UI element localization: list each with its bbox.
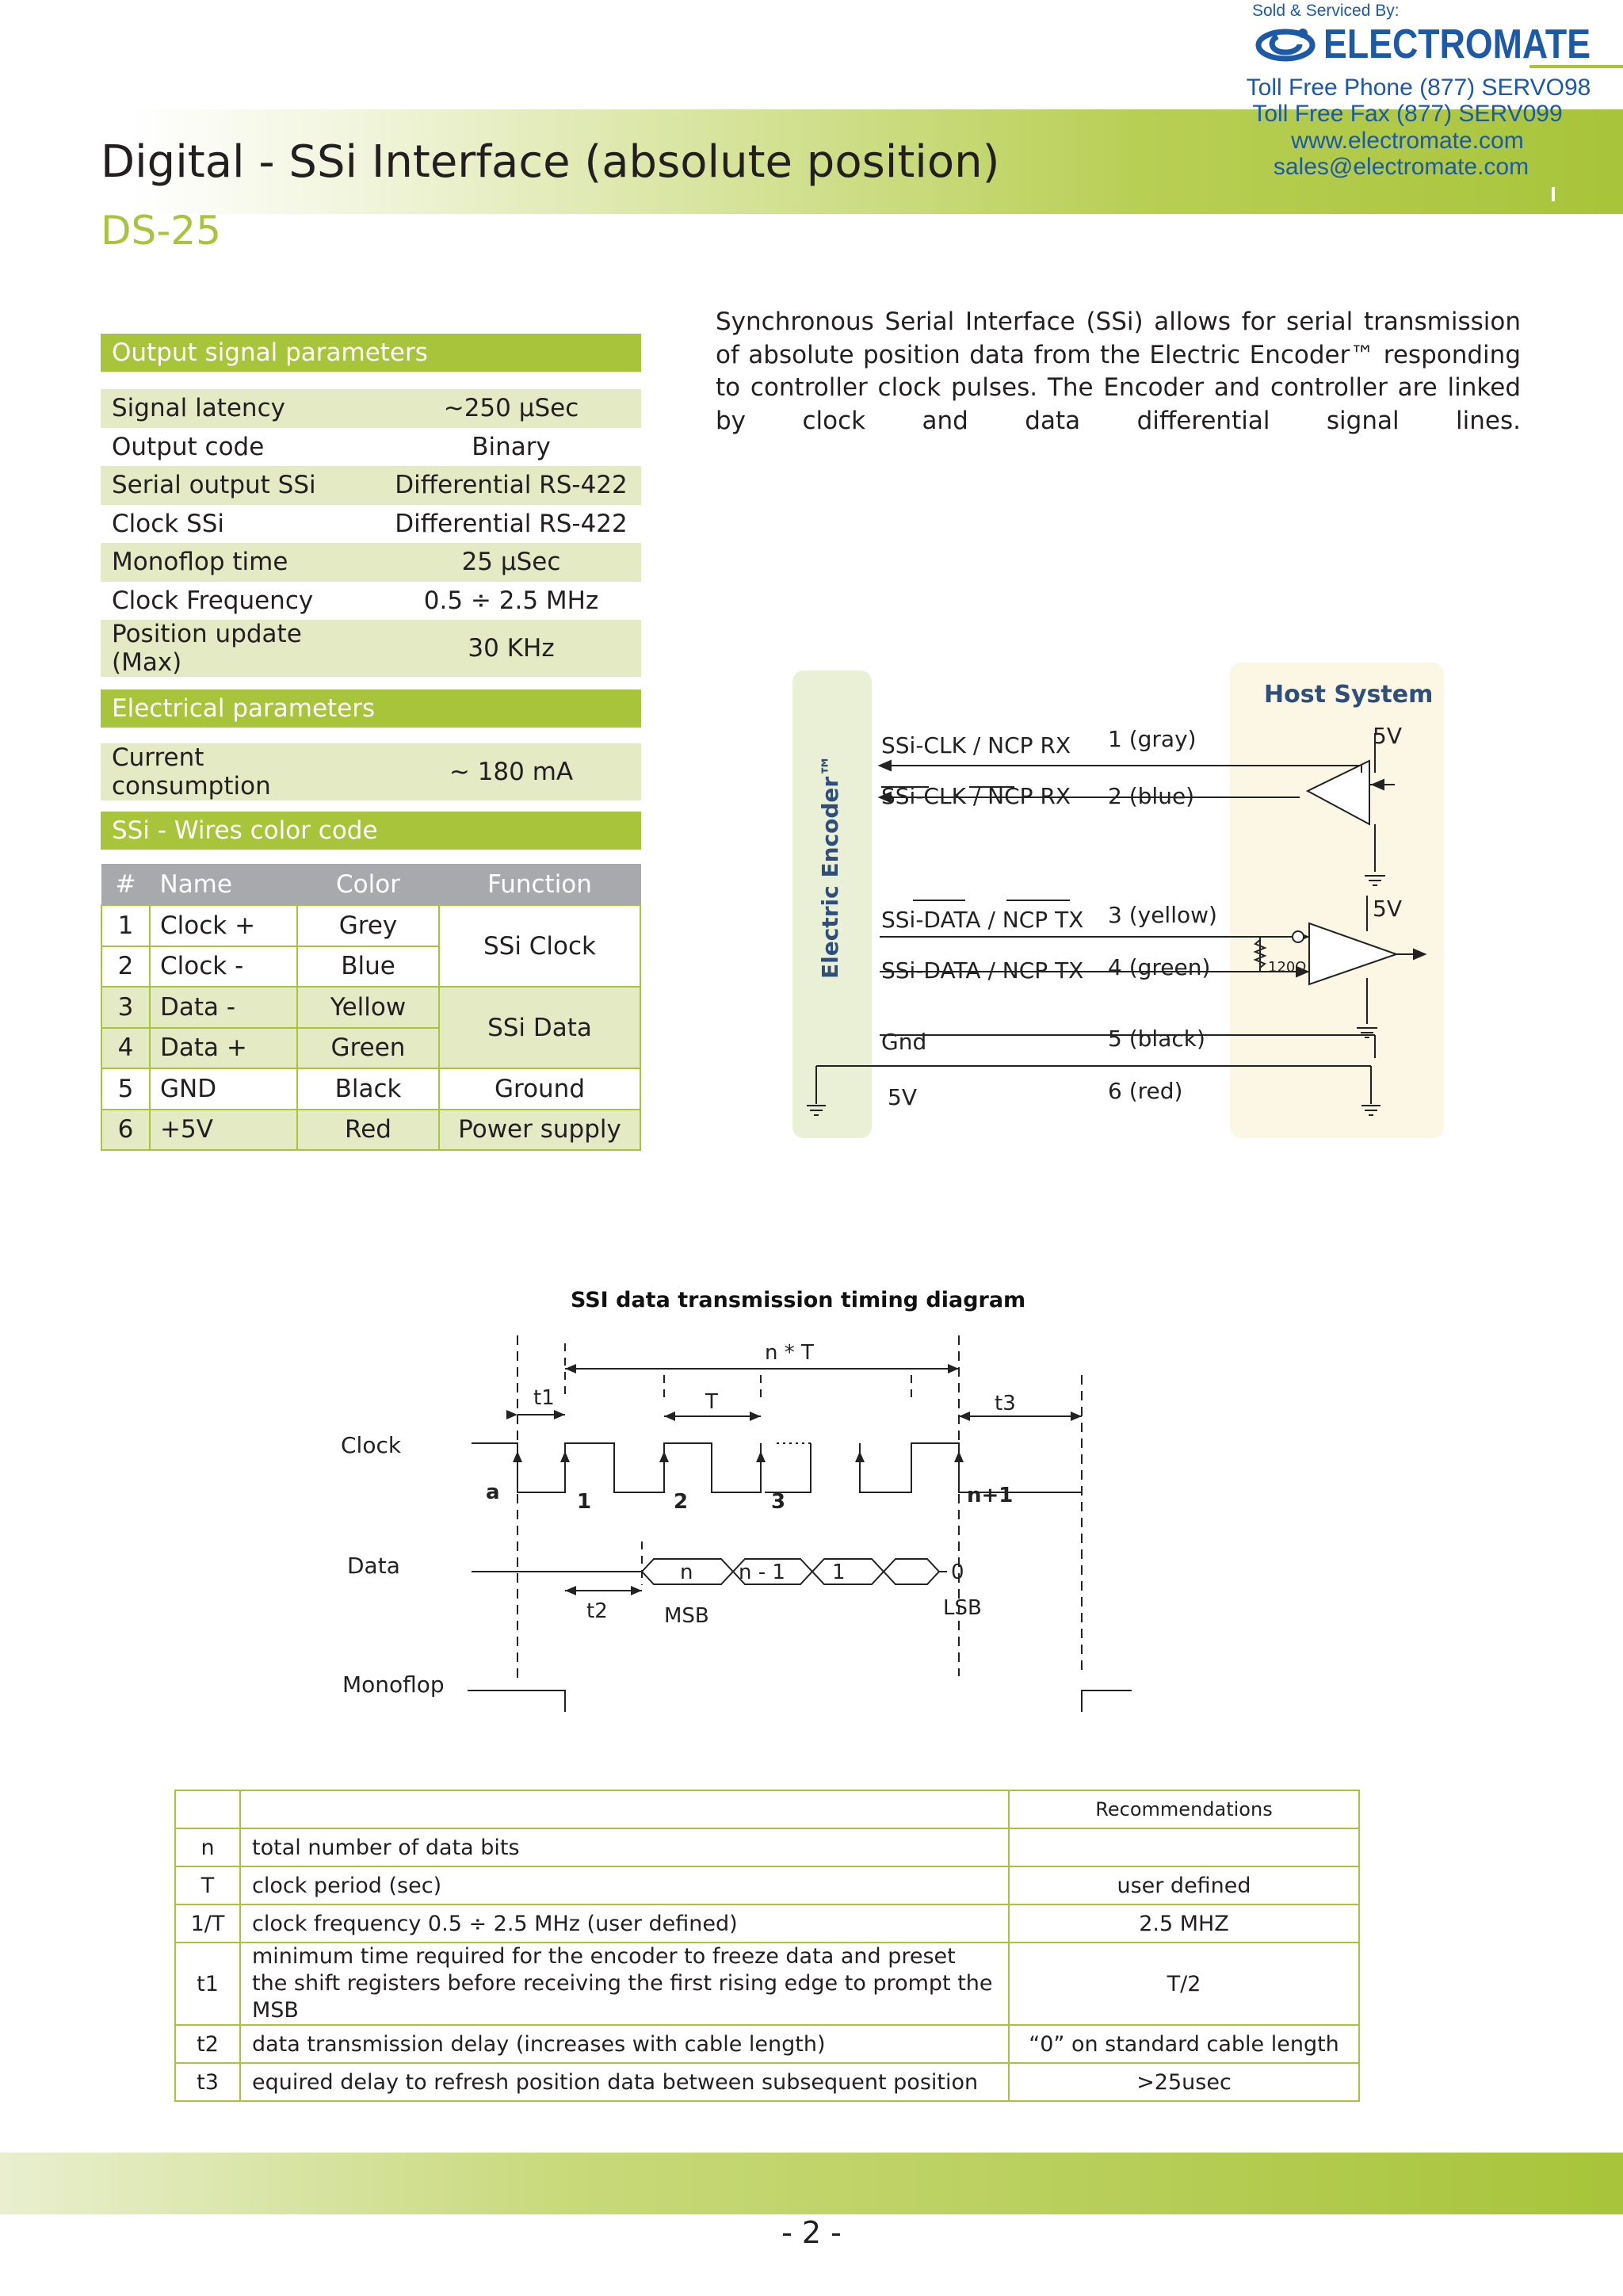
table-row xyxy=(101,905,640,946)
bit-n-1: n - 1 xyxy=(739,1561,785,1584)
timing-title: SSI data transmission timing diagram xyxy=(571,1288,1026,1312)
wire-label: 5 (black) xyxy=(1108,1026,1205,1052)
timing-diagram xyxy=(333,1280,1141,1712)
recommendations-table xyxy=(174,1790,1360,2102)
table-row xyxy=(175,1828,1359,1866)
monoflop-label: Monoflop xyxy=(342,1671,445,1698)
param-label: Current consumption xyxy=(101,743,381,800)
wire-function: Power supply xyxy=(439,1110,640,1151)
table-row xyxy=(101,987,640,1028)
recommendation-cell: T/2 xyxy=(1009,1943,1359,2025)
wires-heading: SSi - Wires color code xyxy=(101,812,641,850)
param-value: 30 KHz xyxy=(381,620,641,677)
param-label: Clock Frequency xyxy=(112,586,314,615)
col-header: # xyxy=(101,865,150,906)
bit-n: n xyxy=(680,1561,693,1584)
wire-number: 6 xyxy=(101,1110,150,1151)
col-header: Name xyxy=(150,865,297,906)
table-row xyxy=(175,1943,1359,2025)
param-label: Signal latency xyxy=(101,389,381,428)
voltage-label: 5V xyxy=(1373,723,1402,749)
data-label: Data xyxy=(347,1553,400,1579)
point-n1: n+1 xyxy=(967,1484,1014,1507)
wire-name: Data - xyxy=(150,987,297,1028)
signal-name: 5V xyxy=(888,1084,917,1110)
wire-color: Grey xyxy=(297,905,439,946)
t1-label: t1 xyxy=(533,1386,555,1410)
param-value: 25 µSec xyxy=(381,543,641,582)
wire-number: 5 xyxy=(101,1068,150,1110)
recommendation-cell: 2.5 MHZ xyxy=(1009,1904,1359,1943)
encoder-label: Electric Encoder™ xyxy=(817,754,843,979)
dealer-email[interactable]: sales@electromate.com xyxy=(1273,154,1529,180)
point-3: 3 xyxy=(771,1490,786,1514)
point-2: 2 xyxy=(674,1490,689,1514)
wire-color: Blue xyxy=(297,946,439,988)
wire-color: Red xyxy=(297,1110,439,1151)
param-value: 0.5 ÷ 2.5 MHz xyxy=(423,586,599,615)
table-row xyxy=(175,1904,1359,1943)
symbol-cell: n xyxy=(175,1828,240,1866)
description-cell: total number of data bits xyxy=(240,1828,1009,1866)
point-1: 1 xyxy=(577,1490,592,1514)
bit-1: 1 xyxy=(832,1561,846,1584)
table-row xyxy=(101,428,641,467)
footer-band xyxy=(0,2153,1623,2214)
dealer-phone: Toll Free Phone (877) SERVO98 xyxy=(1246,74,1591,101)
recommendation-cell: >25usec xyxy=(1009,2063,1359,2101)
param-value: ~250 µSec xyxy=(381,389,641,428)
brand-name: ELECTROMATE xyxy=(1323,21,1591,67)
t2-label: t2 xyxy=(586,1599,608,1623)
output-params-section xyxy=(101,334,641,677)
param-value: Differential RS-422 xyxy=(381,466,641,505)
page-title: Digital - SSi Interface (absolute position) xyxy=(101,136,1000,188)
table-row xyxy=(101,543,641,582)
model-number: DS-25 xyxy=(101,208,221,254)
header-tick xyxy=(1552,187,1555,201)
electromate-logo xyxy=(1254,21,1623,68)
swirl-icon xyxy=(1254,24,1316,65)
voltage-label: 5V xyxy=(1373,896,1402,922)
output-params-table xyxy=(101,389,641,677)
signal-name: Gnd xyxy=(881,1029,927,1055)
bit-0: 0 xyxy=(951,1561,964,1584)
param-label: Position update (Max) xyxy=(101,620,381,677)
wire-number: 2 xyxy=(101,946,150,988)
wire-name: Data + xyxy=(150,1028,297,1069)
symbol-cell: t2 xyxy=(175,2025,240,2063)
table-row xyxy=(101,466,641,505)
table-row xyxy=(101,582,641,621)
param-value: Binary xyxy=(472,432,551,461)
ssi-description: Synchronous Serial Interface (SSi) allows for serial transmission of absolute position data from the Electric Encoder™ responding to controller clock pulses. The Encoder and controller are linked by clock and data differential signal lines. xyxy=(716,308,1521,435)
description-cell: data transmission delay (increases with cable length) xyxy=(240,2025,1009,2063)
dealer-web[interactable]: www.electromate.com xyxy=(1291,128,1524,154)
nT-label: n * T xyxy=(765,1341,814,1365)
output-params-heading: Output signal parameters xyxy=(101,334,641,372)
description-line: minimum time required for the encoder to freeze data and preset xyxy=(252,1944,956,1969)
electrical-section xyxy=(101,690,641,800)
table-row xyxy=(175,2025,1359,2063)
table-row xyxy=(101,620,641,677)
T-label: T xyxy=(705,1390,718,1414)
wire-function: SSi Clock xyxy=(439,905,640,987)
symbol-cell: T xyxy=(175,1866,240,1904)
wire-name: Clock - xyxy=(150,946,297,988)
signal-name: SSi-CLK / NCP RX xyxy=(881,732,1071,758)
table-header-row xyxy=(175,1790,1359,1828)
electrical-table xyxy=(101,743,641,800)
point-a: a xyxy=(486,1480,500,1504)
host-label: Host System xyxy=(1264,681,1434,709)
electrical-heading: Electrical parameters xyxy=(101,690,641,728)
wire-color: Yellow xyxy=(297,987,439,1028)
signal-name: SSi-DATA / NCP TX xyxy=(881,957,1084,984)
param-label: Serial output SSi xyxy=(101,466,381,505)
wire-number: 3 xyxy=(101,987,150,1028)
wire-name: +5V xyxy=(150,1110,297,1151)
recommendation-cell: “0” on standard cable length xyxy=(1009,2025,1359,2063)
wire-label: 3 (yellow) xyxy=(1108,902,1217,928)
wire-function: Ground xyxy=(439,1068,640,1110)
signal-name: SSi-DATA / NCP TX xyxy=(881,907,1084,933)
param-label: Monoflop time xyxy=(101,543,381,582)
wire-function: SSi Data xyxy=(439,987,640,1068)
col-header: Function xyxy=(439,865,640,906)
recommendation-cell xyxy=(1009,1828,1359,1866)
wiring-diagram xyxy=(785,658,1458,1149)
sold-by-label: Sold & Serviced By: xyxy=(1252,2,1400,20)
col-header: Color xyxy=(297,865,439,906)
symbol-cell: t1 xyxy=(175,1943,240,2025)
wire-label: 4 (green) xyxy=(1108,954,1211,980)
wires-table xyxy=(101,864,641,1151)
wire-name: GND xyxy=(150,1068,297,1110)
description-line: the shift registers before receiving the first rising edge to prompt the MSB xyxy=(252,1971,993,2023)
clock-label: Clock xyxy=(341,1432,402,1458)
wire-label: 2 (blue) xyxy=(1108,783,1195,809)
table-row xyxy=(101,389,641,428)
param-label: Output code xyxy=(112,432,265,461)
wire-number: 1 xyxy=(101,905,150,946)
param-label: Clock SSi xyxy=(112,509,225,538)
description-cell: clock period (sec) xyxy=(240,1866,1009,1904)
table-row xyxy=(101,1068,640,1110)
wire-name: Clock + xyxy=(150,905,297,946)
msb-label: MSB xyxy=(664,1604,709,1628)
resistor-label: 120Ω xyxy=(1268,959,1307,976)
description-cell: clock frequency 0.5 ÷ 2.5 MHz (user defined) xyxy=(240,1904,1009,1943)
wire-number: 4 xyxy=(101,1028,150,1069)
page-number: - 2 - xyxy=(781,2215,842,2250)
description-cell xyxy=(240,1943,1009,2025)
param-value: Differential RS-422 xyxy=(395,509,628,538)
recommendation-cell: user defined xyxy=(1009,1866,1359,1904)
lsb-label: LSB xyxy=(943,1596,982,1620)
description-cell: equired delay to refresh position data between subsequent position xyxy=(240,2063,1009,2101)
table-header-row xyxy=(101,865,640,906)
wire-label: 1 (gray) xyxy=(1108,726,1197,752)
wire-color: Black xyxy=(297,1068,439,1110)
param-value: ~ 180 mA xyxy=(381,743,641,800)
table-row xyxy=(175,2063,1359,2101)
recommendations-header: Recommendations xyxy=(1009,1790,1359,1828)
wire-color: Green xyxy=(297,1028,439,1069)
wire-label: 6 (red) xyxy=(1108,1078,1183,1104)
table-row xyxy=(175,1866,1359,1904)
symbol-cell: 1/T xyxy=(175,1904,240,1943)
table-row xyxy=(101,505,641,544)
signal-name: SSi-CLK / NCP RX xyxy=(881,783,1071,809)
symbol-cell: t3 xyxy=(175,2063,240,2101)
wires-section xyxy=(101,812,641,1151)
table-row xyxy=(101,1110,640,1151)
t3-label: t3 xyxy=(995,1392,1016,1415)
table-row xyxy=(101,743,641,800)
dealer-fax: Toll Free Fax (877) SERV099 xyxy=(1252,101,1563,127)
